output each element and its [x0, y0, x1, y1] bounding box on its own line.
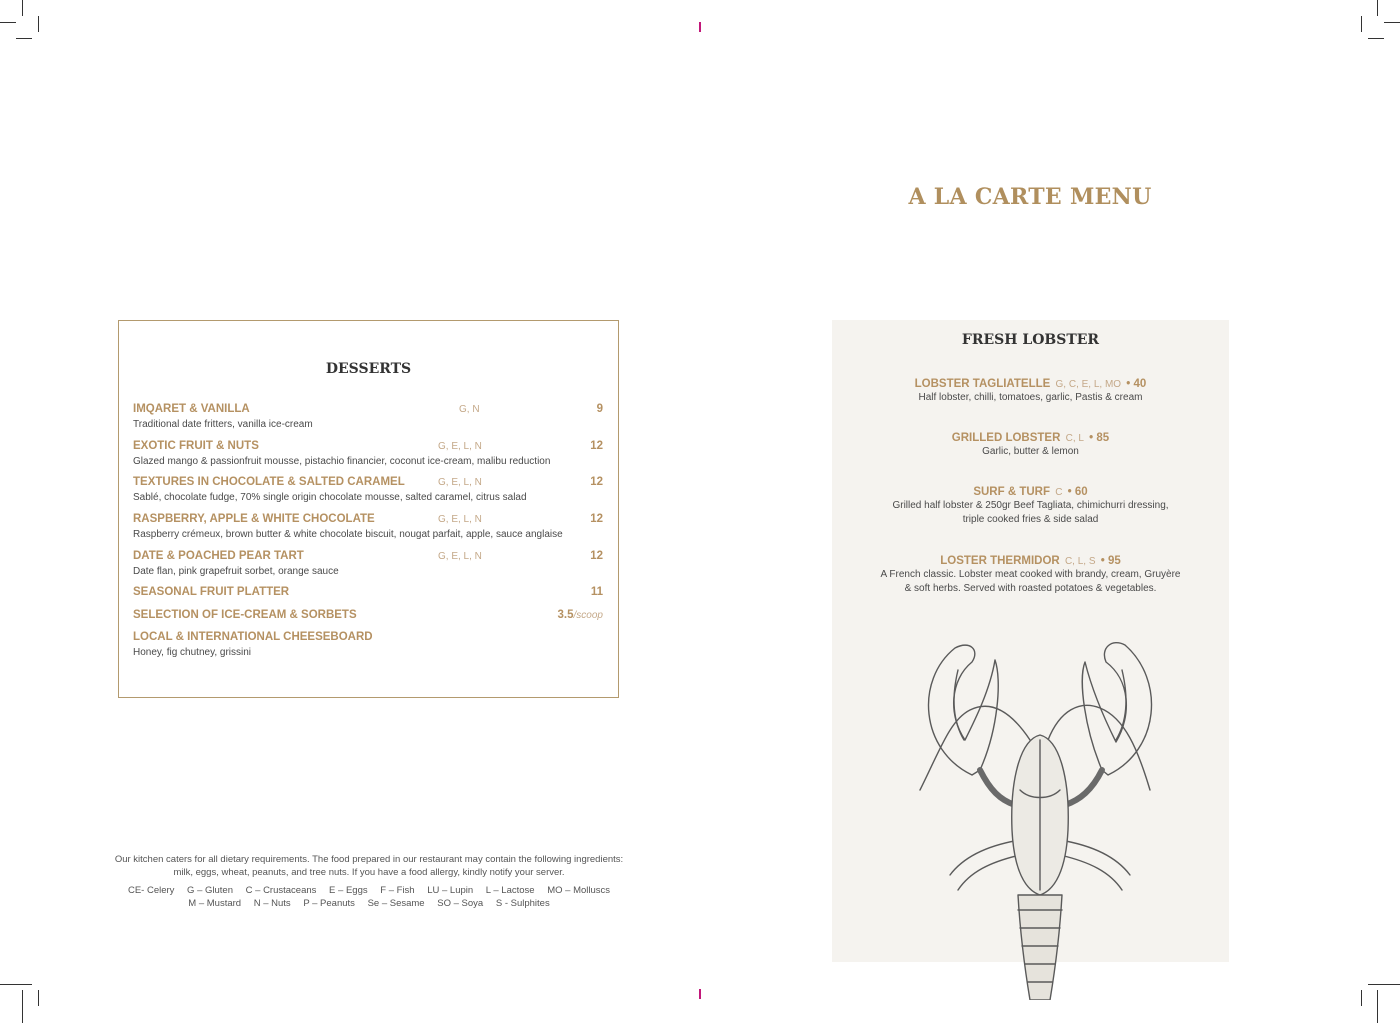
dessert-price: 12 — [590, 440, 603, 452]
dessert-price: 12 — [590, 550, 603, 562]
dessert-name: LOCAL & INTERNATIONAL CHEESEBOARD — [133, 631, 373, 643]
lobster-allergens: C — [1055, 487, 1063, 498]
separator-dot: • — [1089, 432, 1094, 444]
dessert-item — [133, 513, 603, 540]
allergen-key-entry: S - Sulphites — [495, 898, 550, 909]
lobster-allergens: G, C, E, L, MO — [1055, 379, 1122, 390]
crop-mark — [0, 984, 32, 985]
dietary-note-line: Our kitchen caters for all dietary requirements. The food prepared in our restaurant may contain the following ingredients: — [114, 854, 624, 865]
allergen-key-entry: E – Eggs — [329, 885, 368, 896]
crop-mark — [22, 990, 23, 1023]
dessert-name: SEASONAL FRUIT PLATTER — [133, 586, 290, 598]
lobster-name: LOBSTER TAGLIATELLE — [914, 378, 1051, 390]
registration-mark — [699, 22, 701, 32]
dessert-description: Honey, fig chutney, grissini — [133, 647, 252, 658]
dessert-price: 12 — [590, 476, 603, 488]
menu-title: A LA CARTE MENU — [908, 184, 1152, 210]
dessert-name: IMQARET & VANILLA — [133, 403, 250, 415]
dessert-item — [133, 440, 603, 467]
dessert-item — [133, 476, 603, 503]
crop-mark — [22, 0, 23, 16]
allergen-key-entry: F – Fish — [380, 885, 415, 896]
dessert-allergens: G, E, L, N — [438, 477, 482, 488]
lobster-description: triple cooked fries & side salad — [962, 514, 1099, 525]
dessert-allergens: G, E, L, N — [438, 551, 482, 562]
price-value: 3.5 — [557, 609, 574, 621]
lobster-name: LOSTER THERMIDOR — [940, 555, 1060, 567]
allergen-key-entry: M – Mustard — [188, 898, 242, 909]
lobster-item — [832, 486, 1229, 527]
lobster-description: & soft herbs. Served with roasted potatoes & vegetables. — [904, 583, 1157, 594]
separator-dot: • — [1100, 555, 1105, 567]
separator-dot: • — [1126, 378, 1131, 390]
lobster-allergens: C, L — [1065, 433, 1084, 444]
dessert-price — [558, 609, 603, 621]
lobster-illustration — [880, 640, 1180, 1000]
allergen-key-entry: Se – Sesame — [367, 898, 425, 909]
dessert-name: TEXTURES IN CHOCOLATE & SALTED CARAMEL — [133, 476, 405, 488]
dessert-item — [133, 403, 603, 430]
dessert-description: Sablé, chocolate fudge, 70% single origin chocolate mousse, salted caramel, citrus salad — [133, 492, 527, 503]
allergen-key-entry: CE- Celery — [127, 885, 175, 896]
crop-mark — [16, 38, 32, 39]
dessert-description: Traditional date fritters, vanilla ice-cream — [133, 419, 313, 430]
lobster-price: 40 — [1133, 378, 1147, 390]
dessert-price: 9 — [596, 403, 603, 415]
allergen-key-row — [110, 885, 628, 896]
lobster-name: GRILLED LOBSTER — [951, 432, 1061, 444]
lobster-name: SURF & TURF — [973, 486, 1050, 498]
registration-mark — [699, 989, 701, 999]
lobster-description: Half lobster, chilli, tomatoes, garlic, Pastis & cream — [918, 392, 1143, 403]
lobster-item — [832, 378, 1229, 405]
dessert-item — [133, 586, 603, 601]
dessert-item — [133, 609, 603, 624]
crop-mark — [1361, 16, 1362, 32]
dessert-allergens: G, E, L, N — [438, 514, 482, 525]
lobster-item — [832, 555, 1229, 596]
allergen-key-entry: LU – Lupin — [427, 885, 474, 896]
dessert-name: RASPBERRY, APPLE & WHITE CHOCOLATE — [133, 513, 375, 525]
crop-mark — [38, 16, 39, 32]
desserts-section — [118, 320, 619, 698]
lobster-price: 95 — [1107, 555, 1121, 567]
crop-mark — [1377, 990, 1378, 1023]
allergen-key-entry: N – Nuts — [253, 898, 291, 909]
dessert-item — [133, 631, 603, 658]
dessert-price: 12 — [590, 513, 603, 525]
allergen-key-entry: SO – Soya — [437, 898, 484, 909]
dessert-item — [133, 550, 603, 577]
dietary-note — [110, 853, 628, 879]
dessert-price: 11 — [590, 586, 603, 598]
allergen-key-entry: G – Gluten — [187, 885, 233, 896]
dessert-name: SELECTION OF ICE-CREAM & SORBETS — [133, 609, 357, 621]
crop-mark — [1361, 990, 1362, 1006]
crop-mark — [38, 990, 39, 1006]
allergen-key-entry: P – Peanuts — [303, 898, 355, 909]
dietary-note-line: milk, eggs, wheat, peanuts, and tree nuts. If you have a food allergy, kindly notify your server. — [173, 867, 565, 878]
crop-mark — [1368, 984, 1400, 985]
crop-mark — [1384, 22, 1400, 23]
desserts-title: DESSERTS — [325, 361, 412, 377]
allergen-key-entry: MO – Molluscs — [547, 885, 611, 896]
price-unit: /scoop — [573, 610, 603, 621]
allergen-key-entry: L – Lactose — [485, 885, 535, 896]
dessert-description: Raspberry crémeux, brown butter & white chocolate biscuit, nougat parfait, apple, sauce anglaise — [133, 529, 563, 540]
dessert-allergens: G, E, L, N — [438, 441, 482, 452]
fresh-lobster-title: FRESH LOBSTER — [961, 332, 1100, 348]
crop-mark — [1377, 0, 1378, 16]
lobster-price: 85 — [1096, 432, 1110, 444]
lobster-description: Garlic, butter & lemon — [982, 446, 1079, 457]
dessert-name: DATE & POACHED PEAR TART — [133, 550, 304, 562]
lobster-allergens: C, L, S — [1064, 556, 1096, 567]
dessert-allergens: G, N — [459, 404, 480, 415]
dessert-description: Glazed mango & passionfruit mousse, pistachio financier, coconut ice-cream, malibu reduction — [133, 456, 551, 467]
dessert-description: Date flan, pink grapefruit sorbet, orange sauce — [133, 566, 339, 577]
crop-mark — [0, 22, 16, 23]
separator-dot: • — [1067, 486, 1072, 498]
dessert-name: EXOTIC FRUIT & NUTS — [133, 440, 259, 452]
allergen-key-row — [110, 898, 628, 909]
crop-mark — [1368, 38, 1384, 39]
lobster-description: Grilled half lobster & 250gr Beef Tagliata, chimichurri dressing, — [892, 500, 1169, 511]
lobster-price: 60 — [1074, 486, 1088, 498]
lobster-description: A French classic. Lobster meat cooked with brandy, cream, Gruyère — [880, 569, 1181, 580]
allergen-key-entry: C – Crustaceans — [245, 885, 317, 896]
lobster-item — [832, 432, 1229, 459]
